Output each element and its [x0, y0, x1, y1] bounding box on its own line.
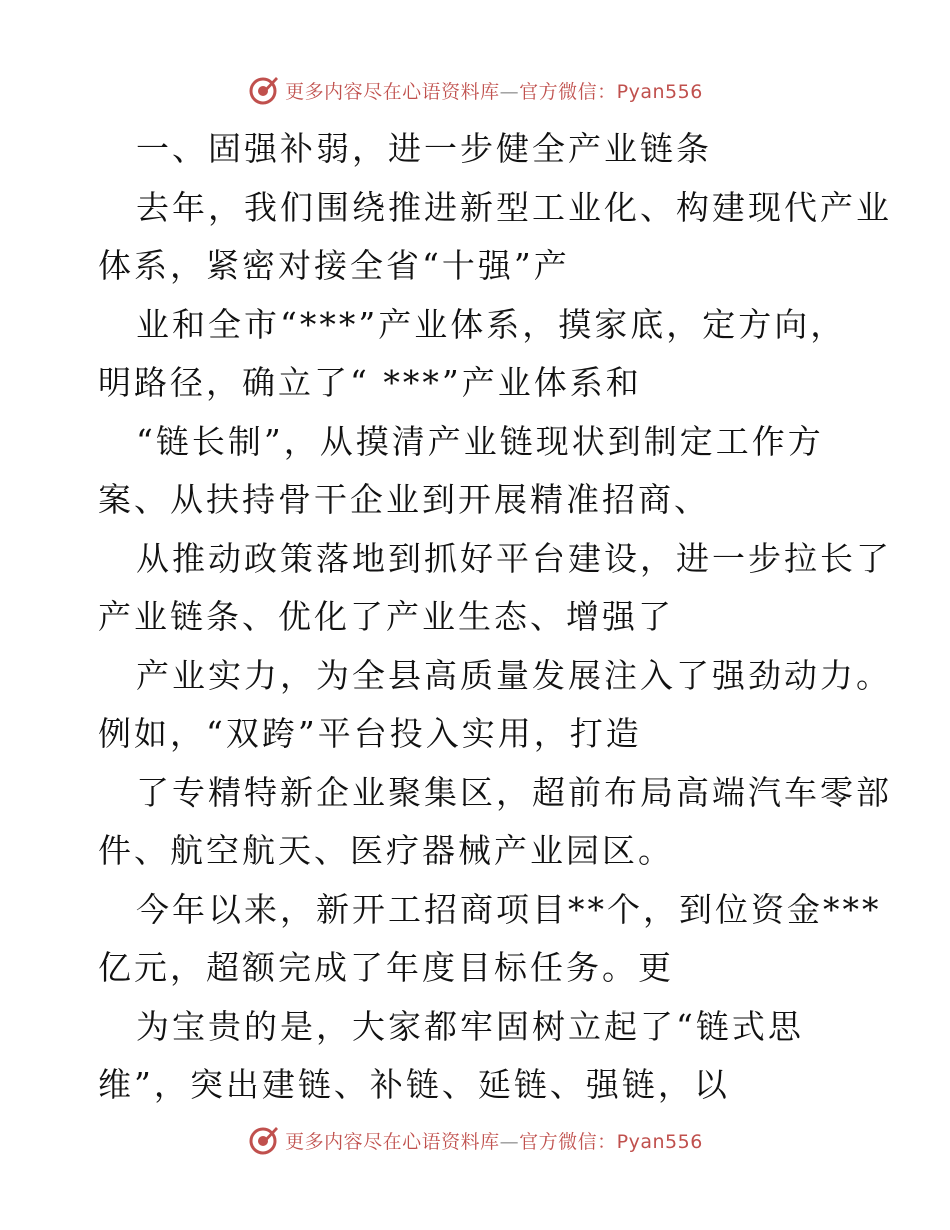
text-line: 产业实力，为全县高质量发展注入了强劲动力。: [136, 655, 892, 695]
text-line: 从推动政策落地到抓好平台建设，进一步拉长了: [136, 538, 892, 578]
text-line: 业和全市“***”产业体系，摸家底，定方向，: [136, 304, 847, 344]
text-line: 了专精特新企业聚集区，超前布局高端汽车零部: [136, 772, 892, 812]
text-line: 亿元，超额完成了年度目标任务。更: [98, 948, 674, 987]
text-line: 维”，突出建链、补链、延链、强链，以: [98, 1065, 730, 1104]
text-line: 为宝贵的是，大家都牢固树立起了“链式思: [136, 1006, 804, 1046]
text-line: 明路径，确立了“ ***”产业体系和: [98, 363, 642, 402]
text-line: 体系，紧密对接全省“十强”产: [98, 246, 570, 285]
pen-logo-icon: [247, 1124, 279, 1156]
text-line: 今年以来，新开工招商项目**个，到位资金***: [136, 889, 882, 929]
text-line: 例如，“双跨”平台投入实用，打造: [98, 714, 642, 753]
watermark-text: 更多内容尽在心语资料库—官方微信：Pyan556: [285, 80, 703, 103]
header-watermark: [0, 70, 950, 110]
footer-watermark: [0, 1120, 950, 1160]
text-line: “链长制”，从摸清产业链现状到制定工作方: [136, 421, 824, 461]
pen-logo-icon: [247, 74, 279, 106]
text-line: 去年，我们围绕推进新型工业化、构建现代产业: [136, 187, 892, 227]
text-line: 一、固强补弱，进一步健全产业链条: [136, 129, 712, 168]
text-line: 案、从扶持骨干企业到开展精准招商、: [98, 480, 710, 519]
text-line: 产业链条、优化了产业生态、增强了: [98, 597, 674, 636]
watermark-text: 更多内容尽在心语资料库—官方微信：Pyan556: [285, 1130, 703, 1153]
text-line: 件、航空航天、医疗器械产业园区。: [98, 831, 674, 870]
document-body: [98, 120, 892, 1115]
